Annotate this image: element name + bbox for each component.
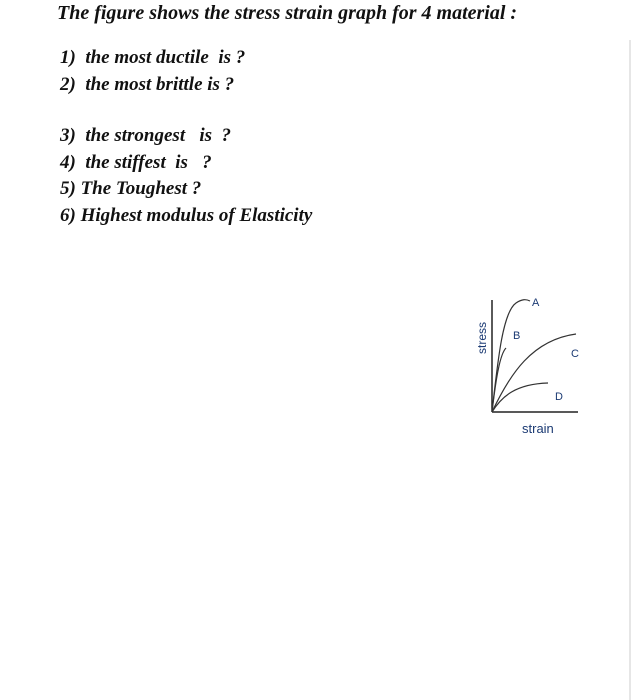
curve-label-b: B (513, 330, 521, 342)
question-item-2: 2) the most brittle is ? (60, 74, 235, 95)
curve-label-d: D (555, 391, 563, 403)
stress-strain-graph (470, 288, 610, 443)
question-heading: The figure shows the stress strain graph for 4 material : (57, 2, 518, 24)
question-item-1: 1) the most ductile is ? (60, 47, 246, 68)
curve-label-a: A (532, 297, 540, 309)
page-edge-divider (629, 40, 631, 700)
curve-a (492, 300, 530, 412)
curve-label-c: C (571, 348, 579, 360)
question-item-5: 5) The Toughest ? (60, 178, 202, 199)
question-item-6: 6) Highest modulus of Elasticity (60, 205, 313, 226)
question-item-3: 3) the strongest is ? (60, 125, 232, 146)
curve-d (492, 383, 548, 412)
y-axis-label: stress (475, 321, 489, 354)
question-item-4: 4) the stiffest is ? (60, 152, 212, 173)
x-axis-label: strain (522, 421, 554, 436)
curve-c (492, 334, 576, 412)
stress-strain-figure (470, 288, 610, 443)
